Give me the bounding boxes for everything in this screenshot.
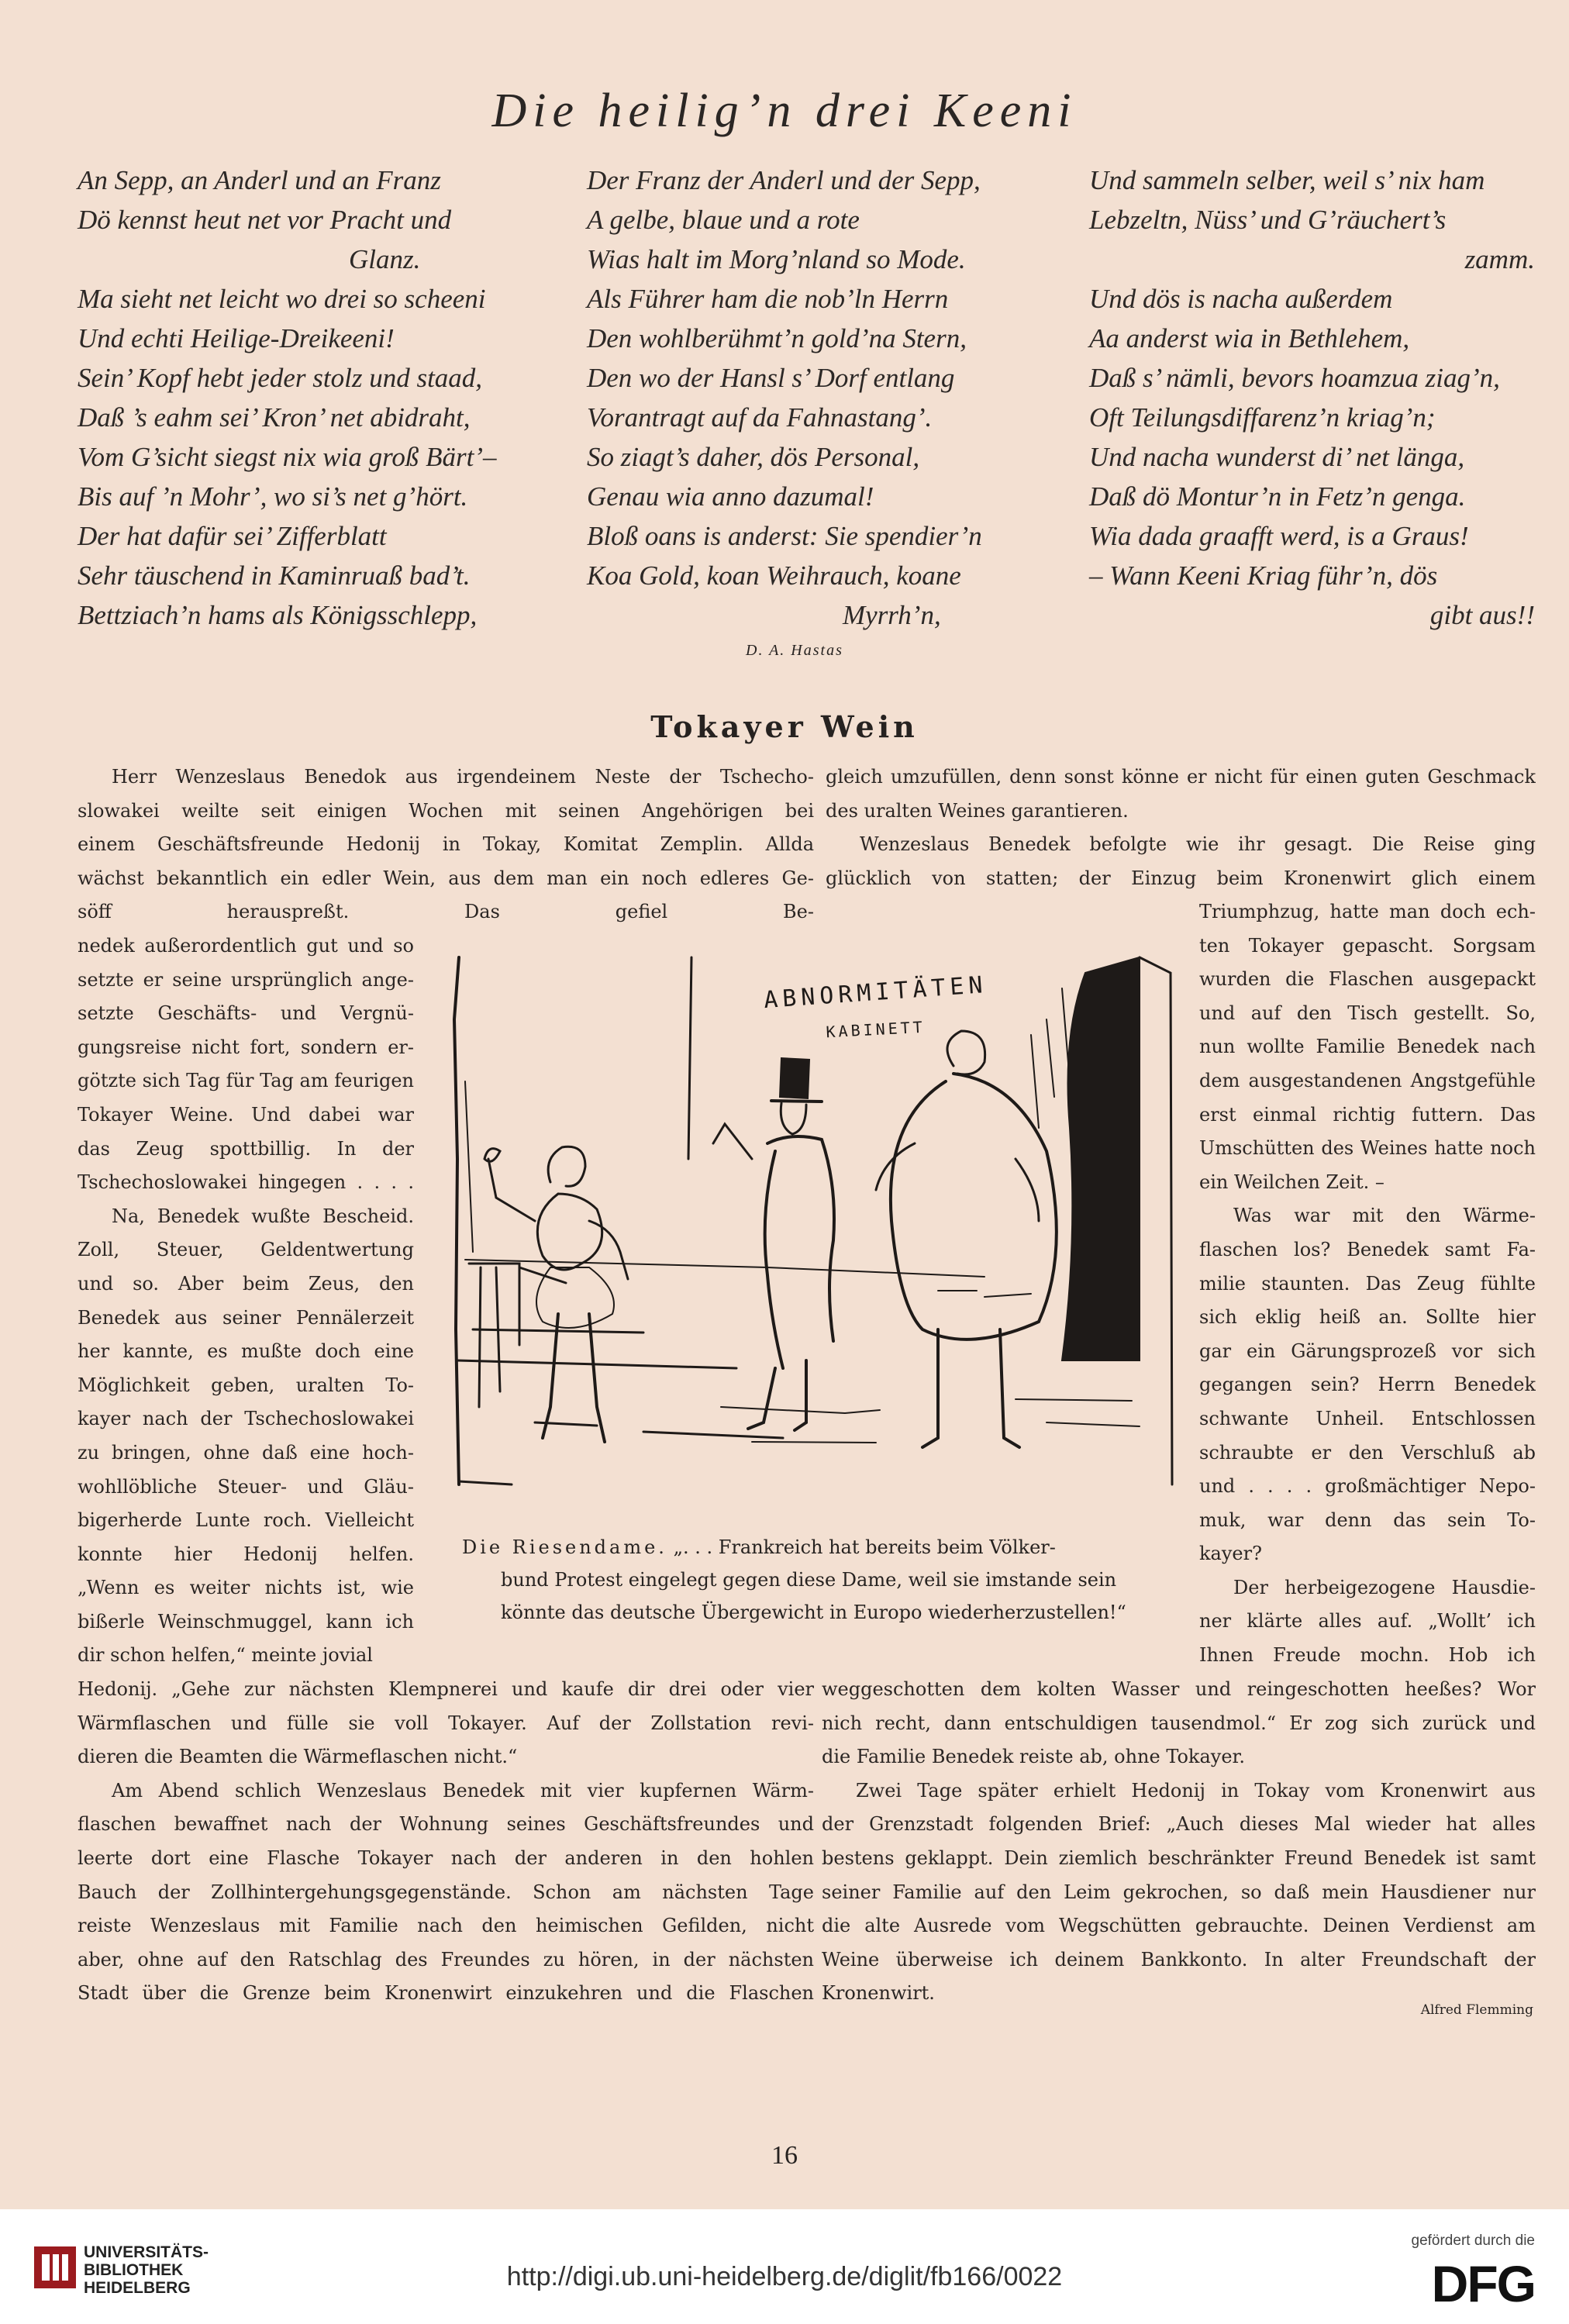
text-line: Kronenwirt. [822,1982,935,2005]
text-line: leerte dort eine Flasche Tokayer nach der anderen in den hohlen [78,1846,814,1869]
text-line: Am Abend schlich Wenzeslaus Benedek mit vier kupfernen Wärm- [112,1779,814,1802]
text-line: Wia dada graafft werd, is a Graus! [1089,521,1469,551]
poem-author: D. A. Hastas [746,642,843,659]
library-name-line-3: HEIDELBERG [84,2279,191,2297]
text-line: Na, Benedek wußte Bescheid. [112,1205,414,1227]
text-line: Und echti Heilige-Dreikeeni! [78,323,395,353]
text-line: her kannte, es mußte doch eine [78,1340,414,1363]
page-number: 16 [771,2141,798,2170]
text-line: Aa anderst wia in Bethlehem, [1089,323,1410,353]
text-line: Bauch der Zollhintergehungsgegenstände. Schon am nächsten Tage [78,1881,814,1903]
text-line: gleich umzufüllen, denn sonst könne er nicht für einen guten Geschmack [826,766,1536,788]
text-line: Wärmflaschen und fülle sie voll Tokayer. Auf der Zollstation revi- [78,1712,814,1734]
text-line: nedek außerordentlich gut und so [78,935,414,957]
text-line: dieren die Beamten die Wärmeflaschen nicht.“ [78,1746,518,1768]
text-line: Und nacha wunderst di’ net länga, [1089,442,1465,472]
text-line: und . . . . großmächtiger Nepo- [1199,1475,1536,1498]
text-line: Koa Gold, koan Weihrauch, koane [587,560,961,591]
text-line: Genau wia anno dazumal! [587,481,874,512]
text-line: einem Geschäftsfreunde Hedonij in Tokay, Komitat Zemplin. Allda [78,833,814,856]
text-line: schwante Unheil. Entschlossen [1199,1407,1536,1429]
library-name-line-1: UNIVERSITÄTS- [84,2243,209,2261]
story-right-bottom [822,1673,1536,2011]
story-left-top [78,760,814,929]
text-line: setzte er seine ursprünglich ange- [78,968,414,991]
text-line: Den wohlberühmt’n gold’na Stern, [587,323,967,353]
text-line: kayer nach der Tschechoslowakei [78,1408,414,1430]
text-line: Als Führer ham die nob’ln Herrn [587,284,949,314]
text-line: weggeschotten dem kolten Wasser und reingeschotten heeßes? Wor [822,1678,1536,1700]
permalink-url[interactable]: http://digi.ub.uni-heidelberg.de/diglit/fb166/0022 [506,2262,1063,2291]
text-line: söff herauspreßt. Das gefiel Be- [78,901,814,923]
text-line: wächst bekanntlich ein edler Wein, aus dem man ein noch edleres Ge- [78,867,814,889]
text-line: sich eklig heiß an. Sollte hier [1199,1306,1536,1329]
story-signature: Alfred Flemming [1420,2002,1533,2018]
text-line: Ma sieht net leicht wo drei so scheeni [78,284,486,314]
text-line: Der Franz der Anderl und der Sepp, [587,165,981,195]
text-line: milie staunten. Das Zeug fühlte [1199,1272,1536,1295]
text-line: Daß s’ nämli, bevors hoamzua ziag’n, [1089,363,1500,393]
caption-line-1: „. . . Frankreich hat bereits beim Völker- [673,1536,1056,1558]
text-line: setzte Geschäfts- und Vergnü- [78,1002,414,1025]
sign-line-2: KABINETT [825,1017,926,1042]
illustration-sketch [442,926,1182,1512]
text-line: schraubte er den Verschluß ab [1199,1441,1536,1464]
text-line: Möglichkeit geben, uralten To- [78,1374,414,1396]
text-line: Sehr täuschend in Kaminruaß bad’t. [78,560,471,591]
text-line: Den wo der Hansl s’ Dorf entlang [587,363,955,393]
text-line: Zwei Tage später erhielt Hedonij in Tokay vom Kronenwirt aus [856,1779,1536,1802]
text-line: glücklich von statten; der Einzug beim Kronenwirt glich einem [826,867,1536,889]
caption-lead: Die Riesendame. [462,1536,667,1558]
text-line: der Grenzstadt folgenden Brief: „Auch dieses Mal wieder hat alles [822,1813,1536,1836]
text-line: ein Weilchen Zeit. – [1199,1171,1385,1193]
text-line: zu bringen, ohne daß eine hoch- [78,1441,414,1464]
text-line: An Sepp, an Anderl und an Franz [78,165,441,195]
text-line: Benedek aus seiner Pennälerzeit [78,1306,414,1329]
text-line: Myrrh’n, [843,600,941,630]
text-line: wurden die Flaschen ausgepackt [1199,968,1536,991]
digitization-footer [0,2209,1569,2324]
caption-line-2: bund Protest eingelegt gegen diese Dame, weil sie imstande sein [501,1569,1117,1591]
text-line: nich recht, dann entschuldigen tausendmol.“ Er zog sich zurück und [822,1712,1536,1734]
poem-column-2 [587,160,1052,635]
story-title: Tokayer Wein [650,709,919,744]
story-left-narrow [78,929,414,1673]
text-line: des uralten Weines garantieren. [826,799,1129,822]
text-line: muk, war denn das sein To- [1199,1509,1536,1531]
illustration-caption [462,1531,1167,1629]
text-line: dir schon helfen,“ meinte jovial [78,1644,373,1667]
text-line: zamm. [1464,244,1535,274]
text-line: bestens geklappt. Dein ziemlich beschränkter Freund Benedek ist samt [822,1846,1536,1869]
text-line: gar ein Gärungsprozeß vor sich [1199,1340,1536,1362]
text-line: seiner Familie auf den Leim gekrochen, so daß mein Hausdiener nur [822,1881,1536,1903]
text-line: kayer? [1199,1543,1262,1565]
text-line: flaschen los? Benedek samt Fa- [1199,1238,1536,1260]
text-line: gegangen sein? Herrn Benedek [1199,1374,1536,1396]
funded-by-label: gefördert durch die [1411,2233,1535,2249]
text-line: Und dös is nacha außerdem [1089,284,1393,314]
text-line: konnte hier Hedonij helfen. [78,1543,414,1565]
text-line: Was war mit den Wärme- [1233,1205,1536,1227]
text-line: Der hat dafür sei’ Zifferblatt [78,521,387,551]
text-line: götzte sich Tag für Tag am feurigen [78,1070,414,1092]
text-line: aber, ohne auf den Ratschlag des Freundes zu hören, in der nächsten [78,1948,814,1971]
poem-column-1 [78,160,543,635]
text-line: Glanz. [349,244,421,274]
text-line: bigerherde Lunte roch. Vielleicht [78,1509,414,1532]
text-line: Weine überweise ich deinem Bankkonto. In alter Freundschaft der [822,1948,1536,1971]
poem-column-3 [1089,160,1535,635]
text-line: A gelbe, blaue und a rote [587,205,860,235]
story-right-top [826,760,1536,895]
text-line: Wias halt im Morg’nland so Mode. [587,244,966,274]
library-name-line-2: BIBLIOTHEK [84,2261,184,2279]
text-line: dem ausgestandenen Angstgefühle [1199,1069,1536,1091]
text-line: Tokayer Weine. Und dabei war [78,1103,414,1126]
text-line: – Wann Keeni Kriag führ’n, dös [1089,560,1438,591]
text-line: Tschechoslowakei hingegen . . . . [78,1171,414,1194]
text-line: Bloß oans is anderst: Sie spendier’n [587,521,982,551]
text-line: das Zeug spottbillig. In der [78,1137,414,1160]
text-line: ner klärte alles auf. „Wollt’ ich [1199,1610,1536,1633]
text-line: Stadt über die Grenze beim Kronenwirt einzukehren und die Flaschen [78,1982,814,2005]
text-line: wohllöbliche Steuer- und Gläu- [78,1475,414,1498]
text-line: bißerle Weinschmuggel, kann ich [78,1610,414,1633]
text-line: flaschen bewaffnet nach der Wohnung seines Geschäftsfreundes und [78,1813,814,1836]
text-line: erst einmal richtig futtern. Das [1199,1103,1536,1126]
text-line: slowakei weilte seit einigen Wochen mit seinen Angehörigen bei [78,799,814,822]
text-line: Der herbeigezogene Hausdie- [1233,1576,1536,1598]
text-line: und auf den Tisch gestellt. So, [1199,1002,1536,1024]
story-left-bottom [78,1673,814,2011]
text-line: Sein’ Kopf hebt jeder stolz und staad, [78,363,483,393]
text-line: die Familie Benedek reiste ab, ohne Tokayer. [822,1746,1245,1768]
text-line: nun wollte Familie Benedek nach [1199,1036,1536,1058]
text-line: Und sammeln selber, weil s’ nix ham [1089,165,1485,195]
text-line: Umschütten des Weines hatte noch [1199,1137,1536,1160]
text-line: Dö kennst heut net vor Pracht und [78,205,452,235]
text-line: Daß dö Montur’n in Fetz’n genga. [1089,481,1466,512]
sign-line-1: ABNORMITÄTEN [763,971,988,1015]
text-line: und so. Aber beim Zeus, den [78,1272,414,1295]
text-line: „Wenn es weiter nichts ist, wie [78,1577,414,1599]
text-line: die alte Ausrede vom Wegschütten gebrauchte. Deinen Verdienst am [822,1915,1536,1937]
text-line: Ihnen Freude mochn. Hob ich [1199,1644,1536,1667]
text-line: Bettziach’n hams als Königsschlepp, [78,600,478,630]
text-line: Lebzeltn, Nüss’ und G’räuchert’s [1089,205,1447,235]
text-line: So ziagt’s daher, dös Personal, [587,442,920,472]
text-line: Daß ’s eahm sei’ Kron’ net abidraht, [78,402,471,433]
text-line: Hedonij. „Gehe zur nächsten Klempnerei und kaufe dir drei oder vier [78,1678,814,1700]
text-line: Oft Teilungsdiffarenz’n kriag’n; [1089,402,1436,433]
text-line: Triumphzug, hatte man doch ech- [1199,901,1536,922]
story-right-narrow [1199,895,1536,1673]
text-line: Zoll, Steuer, Geldentwertung [78,1239,414,1261]
text-line: Bis auf ’n Mohr’, wo si’s net g’hört. [78,481,468,512]
dfg-logo: DFG [1431,2255,1535,2312]
text-line: Vom G’sicht siegst nix wia groß Bärt’– [78,442,497,472]
poem-title: Die heilig’n drei Keeni [491,84,1078,137]
text-line: gungsreise nicht fort, sondern er- [78,1036,414,1058]
caption-line-3: könnte das deutsche Übergewicht in Europo wiederherzustellen!“ [501,1602,1126,1623]
text-line: Vorantragt auf da Fahnastang’. [587,402,933,433]
text-line: gibt aus!! [1429,600,1535,630]
text-line: reiste Wenzeslaus mit Familie nach den heimischen Gefilden, nicht [78,1915,814,1937]
text-line: Wenzeslaus Benedek befolgte wie ihr gesagt. Die Reise ging [860,833,1536,856]
text-line: Herr Wenzeslaus Benedok aus irgendeinem Neste der Tschecho- [112,766,814,788]
text-line: ten Tokayer gepascht. Sorgsam [1199,934,1536,957]
